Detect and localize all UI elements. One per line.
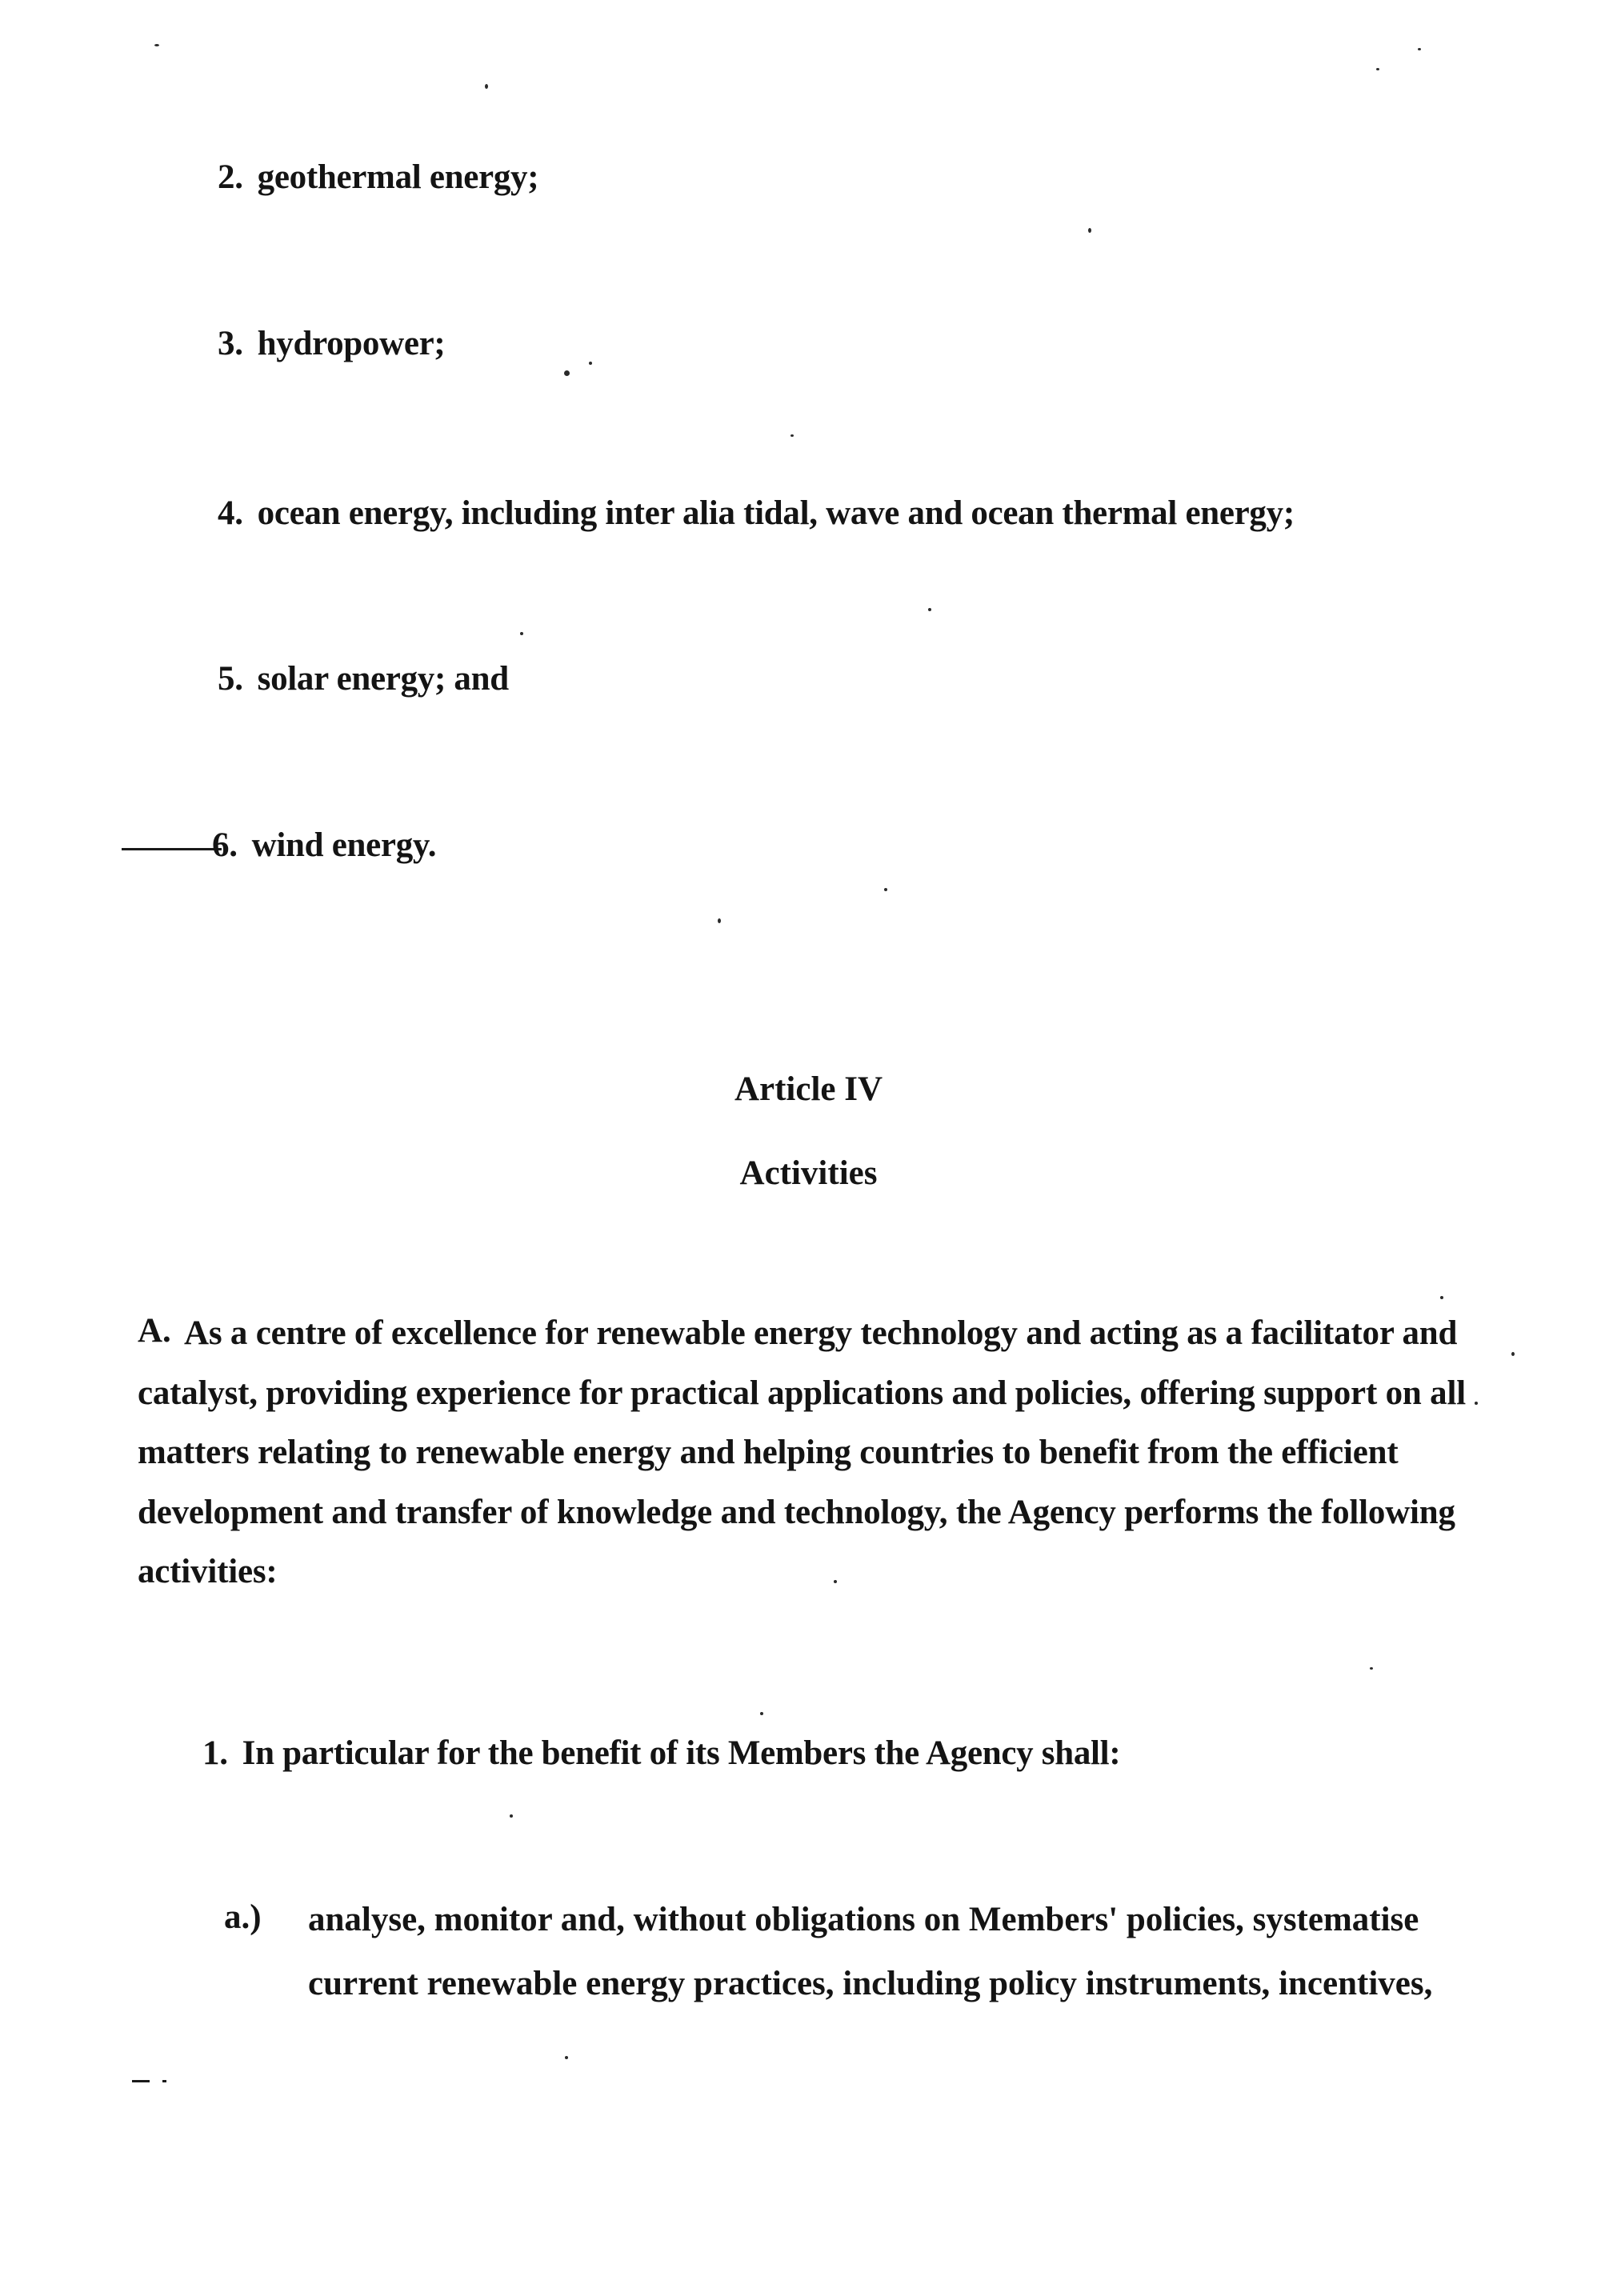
list-item-number: 5. bbox=[218, 660, 243, 698]
list-item bbox=[218, 496, 1295, 530]
section-paragraph-text: As a centre of excellence for renewable energy technology and acting as a facilitator and catalyst, providing experience for practical applications and policies, offering support on all matters relating to renewable energy and helping countries to benefit from the efficient development and transfer of knowledge and technology, the Agency performs the following activities: bbox=[138, 1314, 1466, 1590]
section-label: A. bbox=[138, 1312, 171, 1350]
list-item bbox=[212, 828, 436, 862]
list-item-number: 4. bbox=[218, 494, 243, 532]
scan-speck bbox=[1088, 228, 1091, 233]
scan-speck bbox=[564, 370, 570, 376]
section-paragraph bbox=[138, 1304, 1482, 1602]
list-item-number: 3. bbox=[218, 325, 243, 362]
subsection-number: 1. bbox=[202, 1734, 228, 1772]
list-item bbox=[218, 326, 445, 361]
clause-label: a.) bbox=[224, 1898, 262, 1936]
scan-speck bbox=[510, 1814, 513, 1818]
list-item-text: solar energy; and bbox=[257, 660, 509, 698]
scan-speck bbox=[884, 888, 887, 891]
scan-speck bbox=[565, 2056, 568, 2059]
scan-speck bbox=[589, 362, 592, 365]
scan-speck bbox=[1440, 1296, 1443, 1299]
scan-speck bbox=[1370, 1667, 1373, 1670]
margin-rule bbox=[122, 848, 222, 850]
list-item bbox=[218, 662, 509, 696]
scan-speck bbox=[790, 434, 794, 437]
margin-mark bbox=[132, 2080, 150, 2082]
scan-speck bbox=[928, 608, 931, 611]
scan-speck bbox=[1511, 1352, 1515, 1356]
list-item-text: wind energy. bbox=[251, 826, 437, 864]
article-subheading: Activities bbox=[739, 1154, 878, 1192]
scan-speck bbox=[718, 918, 721, 923]
clause-text: analyse, monitor and, without obligations on Members' policies, systematise current renewable energy practices, including policy instruments, incentives, bbox=[308, 1901, 1433, 2002]
scan-speck bbox=[1418, 48, 1421, 50]
subsection-text: In particular for the benefit of its Members the Agency shall: bbox=[242, 1734, 1121, 1772]
scan-speck bbox=[1376, 68, 1379, 70]
list-item-number: 2. bbox=[218, 158, 243, 196]
margin-mark bbox=[162, 2080, 166, 2082]
article-heading: Article IV bbox=[734, 1070, 883, 1108]
list-item-number: 6. bbox=[212, 826, 238, 864]
scan-speck bbox=[760, 1712, 763, 1715]
list-item-text: hydropower; bbox=[257, 325, 446, 362]
scan-speck bbox=[485, 84, 488, 89]
list-item-text: geothermal energy; bbox=[257, 158, 539, 196]
scan-speck bbox=[154, 44, 159, 46]
subsection-item bbox=[202, 1736, 1120, 1770]
list-item-text: ocean energy, including inter alia tidal, wave and ocean thermal energy; bbox=[257, 494, 1295, 532]
list-item bbox=[218, 160, 538, 194]
scan-speck bbox=[520, 632, 523, 635]
